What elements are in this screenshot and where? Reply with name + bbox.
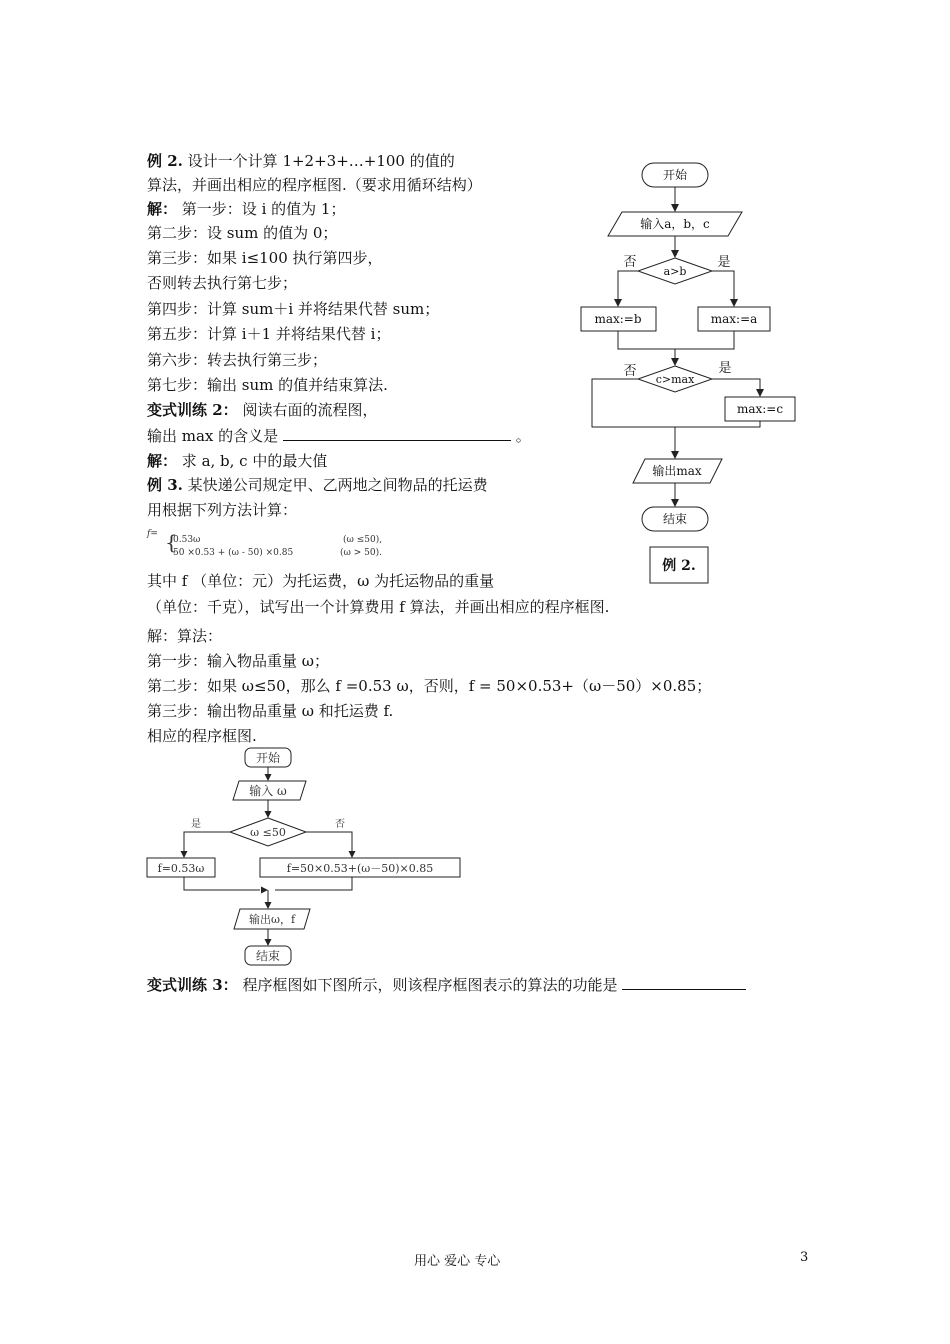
ex3-step3: 第三步：输出物品重量 ω 和托运费 f.: [147, 702, 394, 720]
flow1-yes1: 是: [717, 255, 731, 270]
flow2-yes: 是: [191, 819, 201, 830]
var2-answer-text: 求 a, b, c 中的最大值: [181, 452, 328, 470]
flow1-yes2: 是: [718, 361, 732, 376]
ex3-desc1: 其中 f （单位：元）为托运费，ω 为托运物品的重量: [147, 572, 495, 590]
flow1-end: 结束: [662, 512, 688, 526]
flow2-box-left: f=0.53ω: [157, 862, 205, 875]
ex3-step2: 第二步：如果 ω≤50，那么 f =0.53 ω，否则，f = 50×0.53+（ω－50）×0.85；: [147, 677, 712, 695]
ex3-line2: 用根据下列方法计算：: [147, 501, 298, 519]
flowchart-max: [570, 150, 830, 590]
var2-label: 变式训练 2：: [147, 401, 238, 419]
ex2-step5: 第五步：计算 i＋1 并将结果代替 i；: [147, 325, 391, 343]
var2-text: 阅读右面的流程图，: [242, 401, 378, 419]
formula-brace: {: [165, 530, 178, 554]
ex2-step7: 第七步：输出 sum 的值并结束算法.: [147, 376, 388, 394]
flow1-no1: 否: [623, 255, 637, 270]
ex2-step6: 第六步：转去执行第三步；: [147, 351, 328, 369]
flow2-output: 输出ω，f: [248, 913, 296, 926]
footer-slogan: 用心 爱心 专心: [414, 1254, 501, 1269]
flow1-cond2: c>max: [655, 373, 695, 386]
ex2-step2: 第二步：设 sum 的值为 0；: [147, 224, 338, 242]
var2-answer: [147, 450, 327, 472]
flow1-cond1: a>b: [663, 265, 687, 278]
formula-case2: 50 ×0.53 + (ω - 50) ×0.85: [173, 548, 294, 558]
var2-question: [147, 424, 531, 447]
formula-cond2: (ω > 50).: [340, 548, 382, 558]
flow2-end: 结束: [255, 949, 281, 963]
formula-case1: 0.53ω: [173, 535, 201, 545]
ex2-step1: 第一步：设 i 的值为 1；: [181, 200, 346, 218]
ex2-step4: 第四步：计算 sum＋i 并将结果代替 sum；: [147, 300, 440, 318]
ex3-label: 例 3.: [147, 476, 183, 494]
flow1-start: 开始: [662, 168, 688, 182]
var3-text: 程序框图如下图所示，则该程序框图表示的算法的功能是: [242, 976, 618, 994]
flow1-caption: 例 2.: [662, 558, 696, 574]
var2-question-text: 输出 max 的含义是: [147, 427, 279, 445]
ex3-text: 某快递公司规定甲、乙两地之间物品的托运费: [187, 476, 488, 494]
ex3-formula: [147, 528, 407, 560]
ex3-step4: 相应的程序框图.: [147, 727, 257, 745]
ex2-title: 设计一个计算 1+2+3+…+100 的值的: [187, 152, 455, 170]
ex3-line1: [147, 474, 488, 496]
ex2-line1: [147, 150, 455, 172]
flow2-cond: ω ≤50: [250, 826, 286, 839]
ex2-solution-label: 解：: [147, 200, 178, 218]
var2-question-end: 。: [515, 427, 531, 445]
flowchart-freight: [140, 745, 470, 970]
flow1-input: 输入a，b，c: [640, 217, 710, 231]
ex2-line2: 算法，并画出相应的程序框图.（要求用循环结构）: [147, 176, 482, 194]
flow2-input: 输入 ω: [249, 784, 287, 798]
flow1-output: 输出max: [652, 464, 702, 478]
flow2-box-right: f=50×0.53+(ω－50)×0.85: [286, 862, 434, 875]
var3-line: [147, 973, 746, 996]
formula-cond1: (ω ≤50),: [343, 535, 383, 545]
flow1-box-c: max:=c: [736, 402, 784, 416]
ex3-step1: 第一步：输入物品重量 ω；: [147, 652, 330, 670]
answer-blank-2[interactable]: [622, 973, 746, 990]
flow2-no: 否: [335, 819, 345, 830]
ex2-step3: 第三步：如果 i≤100 执行第四步，: [147, 249, 383, 267]
ex2-step3b: 否则转去执行第七步；: [147, 274, 298, 292]
flow1-no2: 否: [623, 364, 637, 379]
ex3-solution-label: 解：算法：: [147, 627, 223, 645]
formula-f: f=: [147, 529, 158, 539]
ex3-desc2: （单位：千克），试写出一个计算费用 f 算法，并画出相应的程序框图.: [147, 598, 610, 616]
flow1-box-left: max:=b: [594, 312, 642, 326]
var2-answer-label: 解：: [147, 452, 178, 470]
flow2-start: 开始: [255, 751, 281, 765]
var2-line1: [147, 399, 377, 421]
ex2-label: 例 2.: [147, 152, 183, 170]
ex2-solution-step1: [147, 198, 345, 220]
answer-blank[interactable]: [283, 424, 511, 441]
flow1-box-right: max:=a: [710, 312, 758, 326]
page-number: 3: [800, 1250, 809, 1265]
var3-label: 变式训练 3：: [147, 976, 238, 994]
